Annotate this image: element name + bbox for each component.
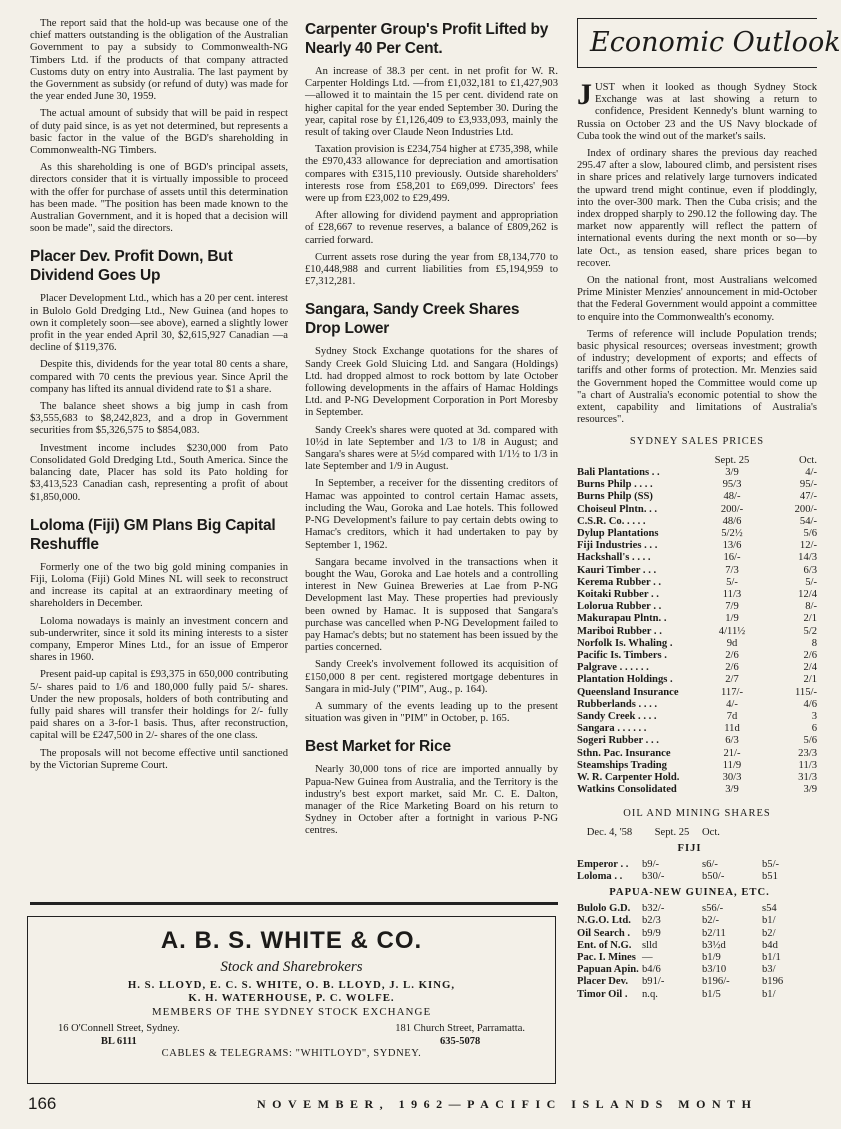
stock-name: Queensland Insurance bbox=[577, 686, 679, 698]
stock-name: Pacific Is. Timbers . bbox=[577, 649, 667, 661]
company-name: Bulolo G.D. bbox=[577, 903, 631, 915]
firm-name: A. B. S. WHITE & CO. bbox=[160, 927, 423, 954]
paragraph: On the national front, most Australians welcomed Prime Minister Menzies' announcement in mid-October that the Federal Government would appoint a committee to enquire into the Commonwealth's economy. bbox=[577, 275, 817, 323]
price-oct: 115/- bbox=[795, 686, 817, 698]
table-row bbox=[577, 674, 817, 686]
table-row bbox=[577, 528, 817, 540]
stock-name: Sangara . . . . . . bbox=[577, 723, 647, 735]
mining-title: OIL AND MINING SHARES bbox=[623, 808, 771, 820]
price-sept: b3½d bbox=[702, 939, 726, 951]
price-oct: b4d bbox=[762, 939, 778, 951]
paragraph bbox=[577, 78, 817, 143]
address-parramatta bbox=[395, 1023, 525, 1048]
stock-name: Kauri Timber . . . bbox=[577, 564, 657, 576]
economic-outlook-banner: Economic Outlook bbox=[577, 18, 817, 68]
table-row bbox=[577, 601, 817, 613]
stock-name: Norfolk Is. Whaling . bbox=[577, 637, 673, 649]
price-oct: 2/1 bbox=[803, 674, 817, 686]
price-dec-58: b30/- bbox=[642, 870, 665, 882]
stock-name: W. R. Carpenter Hold. bbox=[577, 771, 680, 783]
paragraph: Current assets rose during the year from £8,134,770 to £10,448,988 and current liabilities from £5,194,959 to £7,312,281. bbox=[305, 251, 558, 288]
price-sept: s6/- bbox=[702, 858, 718, 870]
paragraph: Placer Development Ltd., which has a 20 per cent. interest in Bulolo Gold Dredging Ltd., New Guinea (and hopes to own it completely soon—see above), earned a slightly lower profit in the year ended April 30, $2,615,927 Canadian —a decline of $119,376. bbox=[30, 293, 288, 354]
divider-rule bbox=[30, 902, 558, 905]
price-sept: 6/3 bbox=[725, 735, 739, 747]
price-dec-58: b9/9 bbox=[642, 927, 661, 939]
column-header: Oct. bbox=[799, 454, 817, 466]
price-sept: 4/- bbox=[726, 698, 738, 710]
table-row bbox=[577, 699, 817, 711]
stock-name: Choiseul Plntn. . . bbox=[577, 503, 658, 515]
paragraph: Despite this, dividends for the year total 80 cents a share, compared with 70 cents the previous year. Since April the company has lifted its annual dividend rate to $1 a share. bbox=[30, 359, 288, 395]
stock-name: Sandy Creek . . . . bbox=[577, 710, 657, 722]
stock-name: Burns Philp (SS) bbox=[577, 491, 653, 503]
column-left bbox=[30, 18, 288, 777]
paragraph: The actual amount of subsidy that will be paid in respect of duty paid since, is as yet not determined, but represents a basic factor in the value of the BGD's shareholding in Commonwealth-NG Timbers. bbox=[30, 108, 288, 157]
paragraph-text: UST when it looked as though Sydney Stock Exchange was at last showing a return to confidence, President Kennedy's blunt warning to Russia on October 23 and the US Navy blockade of Cuba took the wind out of the market's sails. bbox=[577, 82, 817, 142]
stock-name: Rubberlands . . . . bbox=[577, 698, 658, 710]
stock-name: Sthn. Pac. Insurance bbox=[577, 747, 671, 759]
paragraph: Formerly one of the two big gold mining companies in Fiji, Loloma (Fiji) Gold Mines NL will seek to reconstruct and increase its capital at an extraordinary meeting of shareholders in December. bbox=[30, 561, 288, 610]
price-dec-58: — bbox=[642, 952, 653, 963]
section-fiji bbox=[577, 839, 802, 859]
table-row bbox=[577, 871, 802, 883]
section-fiji-label: FIJI bbox=[677, 842, 702, 854]
price-sept: 1/9 bbox=[725, 613, 739, 625]
table-row bbox=[577, 516, 817, 528]
stock-name: Koitaki Rubber . . bbox=[577, 588, 659, 600]
table-row bbox=[577, 626, 817, 638]
stock-name: Plantation Holdings . bbox=[577, 674, 673, 686]
headline-loloma: Loloma (Fiji) GM Plans Big Capital Reshuffle bbox=[30, 516, 276, 553]
section-png bbox=[577, 883, 802, 903]
price-sept: 30/3 bbox=[722, 771, 742, 783]
price-dec-58: b32/- bbox=[642, 903, 665, 915]
price-dec-58: b2/3 bbox=[642, 915, 661, 927]
price-sept: b196/- bbox=[702, 976, 730, 988]
table-header-row bbox=[577, 827, 802, 839]
stock-name: Steamships Trading bbox=[577, 759, 667, 771]
price-oct: s54 bbox=[762, 903, 777, 915]
section-png-label: PAPUA-NEW GUINEA, ETC. bbox=[609, 887, 770, 899]
price-dec-58: b9/- bbox=[642, 858, 660, 870]
headline-carpenter: Carpenter Group's Profit Lifted by Nearly 40 Per Cent. bbox=[305, 21, 549, 57]
table-row bbox=[577, 784, 817, 796]
company-name: Placer Dev. bbox=[577, 976, 628, 988]
table-row bbox=[577, 915, 802, 927]
table-row bbox=[577, 711, 817, 723]
price-sept: 2/7 bbox=[725, 674, 739, 686]
addresses bbox=[28, 1023, 555, 1048]
cables-line: CABLES & TELEGRAMS: "WHITLOYD", SYDNEY. bbox=[161, 1048, 422, 1059]
column-right bbox=[577, 18, 841, 1001]
price-sept: b50/- bbox=[702, 870, 725, 882]
table-row bbox=[577, 540, 817, 552]
price-dec-58: n.q. bbox=[642, 988, 658, 1000]
price-sept: 48/6 bbox=[722, 515, 742, 527]
table-row bbox=[577, 952, 802, 964]
paragraph: Investment income includes $230,000 from Pato Consolidated Gold Dredging Ltd., South America. Since the balancing date, Placer has sold its Pato holding for $3,413,523 Canadian cash, representing a profit of about $1,850,000. bbox=[30, 442, 288, 503]
stock-name: Lolorua Rubber . . bbox=[577, 601, 662, 613]
price-sept: 13/6 bbox=[722, 540, 742, 552]
table-row bbox=[577, 479, 817, 491]
table-row bbox=[577, 552, 817, 564]
partners-line: H. S. LLOYD, E. C. S. WHITE, O. B. LLOYD, J. L. KING, bbox=[127, 979, 456, 991]
price-sept: b3/10 bbox=[702, 964, 727, 976]
price-oct: 14/3 bbox=[798, 552, 817, 564]
membership-line: MEMBERS OF THE SYDNEY STOCK EXCHANGE bbox=[151, 1006, 432, 1018]
table-row bbox=[577, 760, 817, 772]
price-sept: 95/3 bbox=[722, 479, 742, 491]
price-oct: 8 bbox=[811, 637, 817, 649]
headline-rice: Best Market for Rice bbox=[305, 738, 451, 756]
price-sept: 5/- bbox=[726, 576, 738, 588]
paragraph: In September, a receiver for the dissenting creditors of Hamac was appointed to control certain Hamac assets, including the Wau, Goroka and Lae hotels. This followed P-NG Development's failure to pay certain debts owing to Hamac's creditors, which it had undertaken to pay by September 1, 1962. bbox=[305, 478, 558, 551]
table-row bbox=[577, 613, 817, 625]
paragraph: A summary of the events leading up to the present situation was given in "PIM" in October, p. 165. bbox=[305, 700, 558, 725]
paragraph: Index of ordinary shares the previous day reached 295.47 after a slow, laboured climb, and persistent rises in share prices and relatively large turnovers indicated the upward trend might continue, even if ploddingly, into the over-300 mark. Then the Cuba crisis; and the index dropped sharply to 290.12 the following day. The market now apparently will reflect the pattern of international events during the next month or so—by late Oct., as tension eased, share prices began to recover. bbox=[577, 148, 817, 269]
stock-name: Hackshall's . . . . bbox=[577, 552, 651, 564]
company-name: Oil Search . bbox=[577, 927, 631, 939]
price-sept: 9d bbox=[726, 637, 738, 649]
paragraph: Nearly 30,000 tons of rice are imported annually by Papua-New Guinea from Australia, and the Territory is the industry's best export market, said Mr. C. E. Dalton, manager of the Rice Marketing Board on his return to Sydney in October after a fortnight in various P-NG centres. bbox=[305, 764, 558, 837]
column-middle bbox=[305, 18, 558, 843]
price-sept: 48/- bbox=[723, 491, 741, 503]
table-row bbox=[577, 735, 817, 747]
price-sept: 11/9 bbox=[722, 759, 742, 771]
price-oct: b5/- bbox=[762, 858, 780, 870]
price-sept: 21/- bbox=[723, 747, 741, 759]
company-name: Ent. of N.G. bbox=[577, 939, 632, 951]
table-row bbox=[577, 650, 817, 662]
table-row bbox=[577, 772, 817, 784]
price-oct: 3/9 bbox=[803, 784, 817, 796]
table-row bbox=[577, 504, 817, 516]
stock-name: Dylup Plantations bbox=[577, 527, 659, 539]
stock-name: Watkins Consolidated bbox=[577, 784, 677, 796]
table-row bbox=[577, 491, 817, 503]
price-oct: 6/3 bbox=[803, 564, 817, 576]
price-dec-58: slld bbox=[642, 939, 658, 951]
table-row bbox=[577, 976, 802, 988]
price-oct: 3 bbox=[811, 710, 817, 722]
paragraph: Taxation provision is £234,754 higher at £735,398, while the £970,433 allowance for depreciation and amortisation compares with £315,110 previously. Outside shareholders' interests rose from £58,201 to £69,099. Directors' fees were up from £23,002 to £29,499. bbox=[305, 144, 558, 205]
price-sept: b2/- bbox=[702, 915, 720, 927]
company-name: Timor Oil . bbox=[577, 988, 628, 1000]
price-oct: 2/4 bbox=[803, 662, 817, 674]
price-oct: 47/- bbox=[799, 491, 817, 503]
price-oct: 5/2 bbox=[803, 625, 817, 637]
table-row bbox=[577, 577, 817, 589]
price-sept: 16/- bbox=[723, 552, 741, 564]
stock-name: Fiji Industries . . . bbox=[577, 540, 658, 552]
price-dec-58: b4/6 bbox=[642, 964, 661, 976]
price-sept: 200/- bbox=[720, 503, 744, 515]
price-sept: b1/5 bbox=[702, 988, 721, 1000]
paragraph: An increase of 38.3 per cent. in net profit for W. R. Carpenter Holdings Ltd. —from £1,032,181 to £1,427,903—allowed it to maintain the 15 per cent. dividend rate on higher capital for the year ended September 30. During the year, capital rose by £1,126,409 to £3,933,093, mainly the result of taking over Claude Neon Industries Ltd. bbox=[305, 66, 558, 139]
company-name: Papuan Apin. bbox=[577, 964, 639, 976]
table-row bbox=[577, 748, 817, 760]
price-oct: 54/- bbox=[799, 515, 817, 527]
price-sept: 11/3 bbox=[722, 588, 742, 600]
paragraph: Sandy Creek's shares were quoted at 3d. compared with 10½d in late September and 1/3 to 1/8 in August; and Sangara's shares were at 5½d compared with 1/1½ to 1/3 in late September and 1/9 in August. bbox=[305, 424, 558, 473]
price-oct: b2/ bbox=[762, 927, 776, 939]
company-name: Pac. I. Mines bbox=[577, 952, 636, 963]
price-oct: b51 bbox=[762, 870, 778, 882]
table-row bbox=[577, 903, 802, 915]
page-footer bbox=[0, 1094, 801, 1117]
phone-number: BL 6111 bbox=[100, 1035, 137, 1047]
price-sept: 2/6 bbox=[725, 649, 739, 661]
price-oct: 95/- bbox=[799, 479, 817, 491]
stock-name: Palgrave . . . . . . bbox=[577, 662, 649, 674]
company-name: N.G.O. Ltd. bbox=[577, 915, 631, 927]
table-row bbox=[577, 859, 802, 871]
paragraph: The proposals will not become effective until sanctioned by the Victorian Supreme Court. bbox=[30, 747, 288, 771]
price-dec-58: b91/- bbox=[642, 976, 665, 988]
table-row bbox=[577, 589, 817, 601]
price-oct: 4/- bbox=[805, 466, 817, 478]
price-sept: b1/9 bbox=[702, 952, 721, 963]
price-oct: b1/1 bbox=[762, 952, 781, 963]
table-header-row bbox=[577, 455, 817, 467]
firm-subtitle: Stock and Sharebrokers bbox=[220, 959, 363, 975]
stock-name: Makurapau Plntn. . bbox=[577, 613, 667, 625]
price-oct: 8/- bbox=[805, 601, 817, 613]
table-row bbox=[577, 964, 802, 976]
paragraph: After allowing for dividend payment and appropriation of £28,667 to revenue reserves, a balance of £809,262 is carried forward. bbox=[305, 210, 558, 246]
paragraph: Sangara became involved in the transactions when it bought the Wau, Goroka and Lae hotels and a controlling interest in New Guinea Breweries at Lae from P-NG Development last May. These properties had previously been owned by Hamac. It is supposed that Sangara's purchase was cancelled when P-NG Development failed to pay Hamac's debts; but no statement has been issued by the parties concerned. bbox=[305, 556, 558, 654]
paragraph: Terms of reference will include Population trends; basic physical resources; overseas investment; growth of industry; development of exports; and effects of tariffs and other forms of protection. Mr. Menzies said the Government hoped the Committee would come up "a chart of Australia's economic potential to show the extent, capability and limitations of Australia's resources". bbox=[577, 328, 817, 426]
price-oct: 200/- bbox=[794, 503, 817, 515]
address-text: 181 Church Street, Parramatta. bbox=[395, 1023, 525, 1034]
table-row bbox=[577, 723, 817, 735]
price-oct: 5/6 bbox=[803, 527, 817, 539]
table-row bbox=[577, 940, 802, 952]
price-oct: b1/ bbox=[762, 915, 776, 927]
column-header: Sept. 25 bbox=[654, 826, 690, 838]
headline-sangara: Sangara, Sandy Creek Shares Drop Lower bbox=[305, 301, 520, 338]
address-sydney bbox=[58, 1023, 180, 1048]
table-row bbox=[577, 989, 802, 1001]
table-row bbox=[577, 928, 802, 940]
table-row bbox=[577, 638, 817, 650]
price-oct: 5/6 bbox=[803, 735, 817, 747]
stock-name: Sogeri Rubber . . . bbox=[577, 735, 659, 747]
price-sept: b2/11 bbox=[702, 927, 726, 939]
price-sept: 117/- bbox=[721, 686, 743, 698]
column-header: Dec. 4, '58 bbox=[586, 826, 633, 838]
price-sept: 7/3 bbox=[725, 564, 739, 576]
phone-number: 635-5078 bbox=[439, 1035, 481, 1047]
table-row bbox=[577, 467, 817, 479]
price-sept: 7/9 bbox=[725, 601, 739, 613]
price-oct: 4/6 bbox=[803, 698, 817, 710]
mining-table bbox=[577, 827, 802, 1001]
paragraph: As this shareholding is one of BGD's principal assets, directors consider that it is virtually impossible to proceed with the offer for purchase of assets until this determination has been made. "The position has been made known to the Australian Government, and it is hoped that a decision will soon be made", said the directors. bbox=[30, 162, 288, 235]
price-sept: s56/- bbox=[702, 903, 724, 915]
paragraph: Sydney Stock Exchange quotations for the shares of Sandy Creek Gold Sluicing Ltd. and Sangara (Holdings) Ltd. had dropped almost to rock bottom by late October following developments in the affairs of Hamac Holdings Ltd. and P-NG Development Corporation in Port Moresby in September. bbox=[305, 346, 558, 419]
sydney-prices-table bbox=[577, 455, 817, 797]
company-name: Emperor . . bbox=[577, 858, 629, 870]
stock-name: Kerema Rubber . . bbox=[577, 576, 662, 588]
price-oct: 31/3 bbox=[798, 771, 817, 783]
price-oct: 6 bbox=[811, 723, 817, 735]
price-sept: 4/11½ bbox=[718, 625, 746, 637]
price-sept: 11d bbox=[724, 723, 740, 735]
drop-cap: J bbox=[577, 78, 592, 111]
price-oct: 5/- bbox=[805, 576, 817, 588]
paragraph: Loloma nowadays is mainly an investment concern and sub-underwriter, since it sold its mining interests to a sister company, Emperor Mines Ltd., for an issue of Emperor shares in 1960. bbox=[30, 615, 288, 664]
partners-line: K. H. WATERHOUSE, P. C. WOLFE. bbox=[188, 992, 395, 1004]
price-oct: 11/3 bbox=[798, 759, 817, 771]
price-oct: b3/ bbox=[762, 964, 776, 976]
running-title: NOVEMBER, 1962—PACIFIC ISLANDS MONTH bbox=[257, 1097, 758, 1111]
price-oct: b196 bbox=[762, 976, 784, 988]
table-row bbox=[577, 565, 817, 577]
column-header: Sept. 25 bbox=[714, 454, 750, 466]
paragraph: The balance sheet shows a big jump in cash from $3,555,683 to $8,242,823, and a drop in Government securities from $5,326,575 to $854,083. bbox=[30, 401, 288, 437]
paragraph: Present paid-up capital is £93,375 in 650,000 contributing 5/- shares paid to 1/6 and 180,000 fully paid 5/- shares. Under the new proposals, holders of both contributing and fully paid shares will transfer their holdings for 2/- fully paid shares on a 3-for-1 basis. Thus, after reconstruction, capital will be £247,500 in 2/- shares of the one class. bbox=[30, 669, 288, 742]
headline-placer: Placer Dev. Profit Down, But Dividend Goes Up bbox=[30, 248, 233, 285]
price-sept: 3/9 bbox=[725, 784, 739, 796]
price-sept: 5/2½ bbox=[721, 527, 743, 539]
price-sept: 3/9 bbox=[725, 466, 739, 478]
price-oct: 2/1 bbox=[803, 613, 817, 625]
table-row bbox=[577, 662, 817, 674]
table-row bbox=[577, 687, 817, 699]
price-oct: 12/4 bbox=[798, 588, 817, 600]
stock-name: C.S.R. Co. . . . . bbox=[577, 515, 646, 527]
price-oct: 12/- bbox=[799, 540, 817, 552]
price-oct: 2/6 bbox=[803, 649, 817, 661]
paragraph: Sandy Creek's involvement followed its acquisition of £150,000 8 per cent. registered mortgage debentures in Sangara in mid-July ("PIM", Aug., p. 164). bbox=[305, 659, 558, 695]
paragraph: The report said that the hold-up was because one of the chief matters outstanding is the obligation of the Australian Government to pay a subsidy to Commonwealth-NG Timbers Ltd. if the products of that company attracted Customs duty on entry into Australia. The last payment by the Government as subsidy (or refund of duty) was made for the year ended June 30, 1959. bbox=[30, 18, 288, 103]
price-oct: 23/3 bbox=[798, 747, 817, 759]
column-header: Oct. bbox=[702, 826, 720, 838]
stock-name: Burns Philp . . . . bbox=[577, 479, 653, 491]
page-number: 166 bbox=[28, 1094, 57, 1113]
price-sept: 7d bbox=[726, 710, 738, 722]
address-text: 16 O'Connell Street, Sydney. bbox=[58, 1023, 180, 1034]
sydney-prices-title: SYDNEY SALES PRICES bbox=[629, 436, 765, 448]
price-oct: b1/ bbox=[762, 988, 776, 1000]
company-name: Loloma . . bbox=[577, 870, 623, 882]
stock-name: Mariboi Rubber . . bbox=[577, 625, 662, 637]
price-sept: 2/6 bbox=[725, 662, 739, 674]
stock-name: Bali Plantations . . bbox=[577, 466, 660, 478]
broker-advertisement bbox=[27, 916, 556, 1084]
